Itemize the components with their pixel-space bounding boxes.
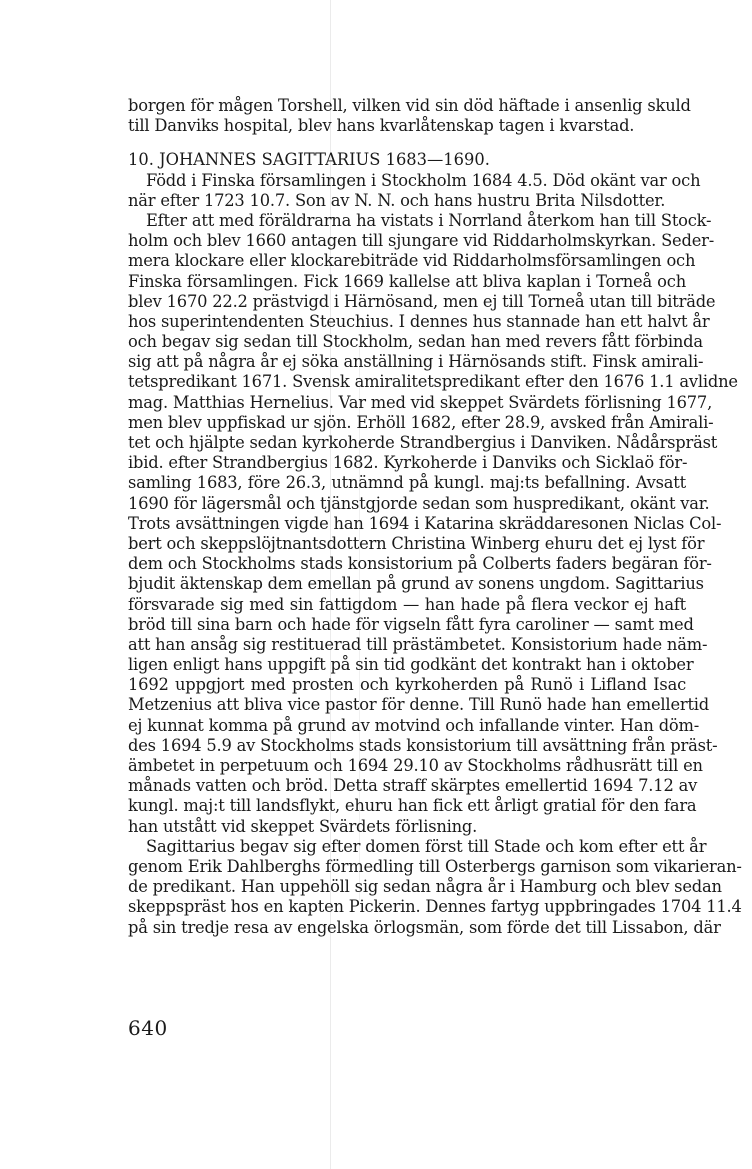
text-line: 1692 uppgjort med prosten och kyrkoherden på Runö i Lifland Isac <box>128 675 686 695</box>
text-line: Finska församlingen. Fick 1669 kallelse att bliva kaplan i Torneå och <box>128 271 686 291</box>
text-line: att han ansåg sig restituerad till prästämbetet. Konsistorium hade näm- <box>128 634 708 654</box>
text-line: bert och skeppslöjtnantsdottern Christina Winberg ehuru det ej lyst för <box>128 533 705 553</box>
text-line: kungl. maj:t till landsflykt, ehuru han fick ett årligt gratial för den fara <box>128 796 697 816</box>
text-line: Efter att med föräldrarna ha vistats i Norrland återkom han till Stock- <box>146 210 712 230</box>
paragraph-main <box>128 210 738 837</box>
text-line: tet och hjälpte sedan kyrkoherde Strandbergius i Danviken. Nådårspräst <box>128 433 718 452</box>
text-line: mera klockare eller klockarebiträde vid Riddarholmsförsamlingen och <box>128 251 696 271</box>
text-line: ligen enligt hans uppgift på sin tid godkänt det kontrakt han i oktober <box>128 655 694 675</box>
text-line: borgen för mågen Torshell, vilken vid sin död häftade i ansenlig skuld <box>128 96 691 115</box>
text-line: Född i Finska församlingen i Stockholm 1684 4.5. Död okänt var och <box>146 170 701 190</box>
text-line: bjudit äktenskap dem emellan på grund av sonens ungdom. Sagittarius <box>128 574 704 594</box>
text-line: Sagittarius begav sig efter domen först till Stade och kom efter ett år <box>146 836 707 856</box>
text-line: och begav sig sedan till Stockholm, sedan han med revers fått förbinda <box>128 332 703 352</box>
text-line: till Danviks hospital, blev hans kvarlåtenskap tagen i kvarstad. <box>128 116 635 136</box>
paragraph-later <box>128 836 742 938</box>
text-line: des 1694 5.9 av Stockholms stads konsistorium till avsättning från präst- <box>128 735 718 755</box>
text-line: han utstått vid skeppet Svärdets förlisning. <box>128 816 478 836</box>
paragraph-born <box>128 170 701 211</box>
text-line: hos superintendenten Steuchius. I dennes hus stannade han ett halvt år <box>128 311 710 331</box>
text-line: ämbetet in perpetuum och 1694 29.10 av Stockholms rådhusrätt till en <box>128 756 703 775</box>
text-line: Trots avsättningen vigde han 1694 i Katarina skräddaresonen Niclas Col- <box>128 513 722 533</box>
text-line: månads vatten och bröd. Detta straff skärptes emellertid 1694 7.12 av <box>128 776 698 796</box>
text-line: sig att på några år ej söka anställning i Härnösands stift. Finsk amirali- <box>128 352 704 372</box>
text-line: blev 1670 22.2 prästvigd i Härnösand, men ej till Torneå utan till biträde <box>128 291 716 311</box>
text-line: ej kunnat komma på grund av motvind och infallande vinter. Han döm- <box>128 715 700 735</box>
paragraph-intro <box>128 96 691 136</box>
text-line: när efter 1723 10.7. Son av N. N. och hans hustru Brita Nilsdotter. <box>128 190 666 210</box>
text-line: tetspredikant 1671. Svensk amiralitetspredikant efter den 1676 1.1 avlidne <box>128 372 738 392</box>
text-line: bröd till sina barn och hade för vigseln fått fyra caroliner — samt med <box>128 614 694 634</box>
text-line: holm och blev 1660 antagen till sjungare vid Riddarholmskyrkan. Seder- <box>128 231 715 251</box>
text-line: mag. Matthias Hernelius. Var med vid skeppet Svärdets förlisning 1677, <box>128 392 713 412</box>
text-line: försvarade sig med sin fattigdom — han hade på flera veckor ej haft <box>128 594 686 614</box>
section-gap <box>128 136 686 150</box>
text-line: genom Erik Dahlberghs förmedling till Osterbergs garnison som vikarieran- <box>128 856 742 876</box>
section-heading: 10. JOHANNES SAGITTARIUS 1683—1690. <box>128 150 490 170</box>
page-number: 640 <box>128 1016 168 1040</box>
text-line: samling 1683, före 26.3, utnämnd på kungl. maj:ts befallning. Avsatt <box>128 473 686 493</box>
text-line: dem och Stockholms stads konsistorium på Colberts faders begäran för- <box>128 554 712 574</box>
page-body <box>128 96 742 938</box>
text-line: men blev uppfiskad ur sjön. Erhöll 1682, efter 28.9, avsked från Amirali- <box>128 412 714 432</box>
text-line: de predikant. Han uppehöll sig sedan några år i Hamburg och blev sedan <box>128 877 722 897</box>
text-line: 1690 för lägersmål och tjänstgjorde sedan som huspredikant, okänt var. <box>128 493 710 513</box>
text-line: ibid. efter Strandbergius 1682. Kyrkoherde i Danviks och Sicklaö för- <box>128 453 688 473</box>
text-line: Metzenius att bliva vice pastor för denne. Till Runö hade han emellertid <box>128 695 710 715</box>
text-line: på sin tredje resa av engelska örlogsmän, som förde det till Lissabon, där <box>128 917 721 937</box>
text-line: skeppspräst hos en kapten Pickerin. Dennes fartyg uppbringades 1704 11.4 <box>128 897 742 917</box>
